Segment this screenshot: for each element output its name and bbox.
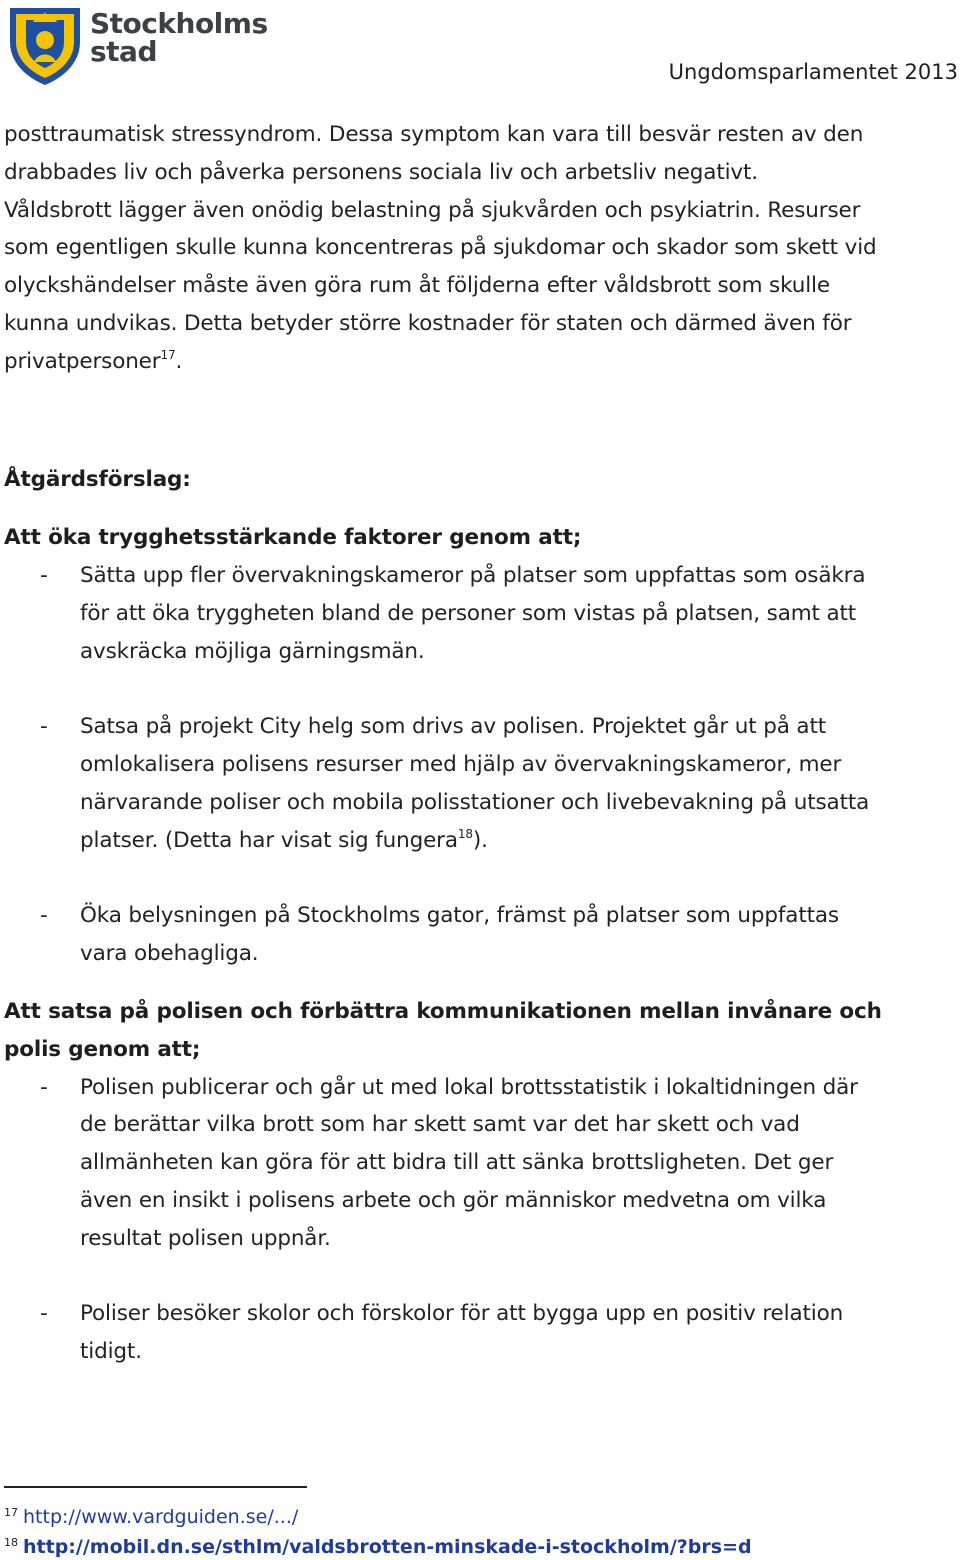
text-line: de berättar vilka brott som har skett samt var det har skett och vad <box>80 1112 800 1138</box>
text-line: olyckshändelser måste även göra rum åt följderna efter våldsbrott som skulle <box>4 273 830 299</box>
list-dash: - <box>40 714 48 740</box>
footnote-ref-17[interactable]: 17 <box>160 347 176 362</box>
logo-line-2: stad <box>90 35 157 68</box>
list-item <box>4 1069 954 1258</box>
text-line: omlokalisera polisens resurser med hjälp av övervakningskameror, mer <box>80 752 842 778</box>
text-line: för att öka tryggheten bland de personer som vistas på platsen, samt att <box>80 600 857 626</box>
document-label: Ungdomsparlamentet 2013 <box>668 60 958 84</box>
subheading-police <box>4 993 954 1069</box>
list-item <box>4 708 954 859</box>
text-line: Våldsbrott lägger även onödig belastning på sjukvården och psykiatrin. Resurser <box>4 197 861 223</box>
text-line: Sätta upp fler övervakningskameror på platser som uppfattas som osäkra <box>80 563 866 589</box>
text-line: Poliser besöker skolor och förskolor för att bygga upp en positiv relation <box>80 1301 844 1327</box>
stockholms-stad-logo <box>6 2 268 86</box>
safety-measures-list <box>4 557 954 973</box>
text-line: kunna undvikas. Detta betyder större kostnader för staten och därmed även för <box>4 310 852 336</box>
page-content <box>4 116 954 1371</box>
footnote-ref-18[interactable]: 18 <box>457 826 473 841</box>
stockholm-crest-icon <box>6 2 84 86</box>
footnotes <box>4 1486 944 1560</box>
text-line: privatpersoner <box>4 348 161 374</box>
list-item <box>4 1295 954 1371</box>
text-line: tidigt. <box>80 1339 142 1365</box>
text-line: drabbades liv och påverka personens sociala liv och arbetsliv negativt. <box>4 159 758 185</box>
section-heading-action: Åtgärdsförslag: <box>4 466 191 492</box>
intro-paragraph <box>4 116 954 381</box>
text-line: resultat polisen uppnår. <box>80 1225 331 1251</box>
heading-line: Att satsa på polisen och förbättra kommunikationen mellan invånare och <box>4 998 882 1024</box>
text-line: Satsa på projekt City helg som drivs av polisen. Projektet går ut på att <box>80 714 827 740</box>
footnote-17 <box>4 1500 944 1530</box>
footnote-link-dn[interactable]: http://mobil.dn.se/sthlm/valdsbrotten-minskade-i-stockholm/?brs=d <box>23 1536 752 1558</box>
list-dash: - <box>40 1301 48 1327</box>
footnote-number: 18 <box>4 1536 18 1549</box>
text-line: posttraumatisk stressyndrom. Dessa symptom kan vara till besvär resten av den <box>4 122 864 147</box>
footnote-link-vardguiden[interactable]: http://www.vardguiden.se/.../ <box>23 1506 299 1528</box>
text-line: allmänheten kan göra för att bidra till att sänka brottsligheten. Det ger <box>80 1150 834 1176</box>
text-line: vara obehagliga. <box>80 941 259 967</box>
text-line-end: ). <box>472 827 488 853</box>
text-line-end: . <box>175 348 183 374</box>
list-dash: - <box>40 903 48 929</box>
list-dash: - <box>40 563 48 589</box>
text-line: även en insikt i polisens arbete och gör människor medvetna om vilka <box>80 1187 827 1213</box>
text-line: som egentligen skulle kunna koncentreras på sjukdomar och skador som skett vid <box>4 235 877 261</box>
subheading-safety: Att öka trygghetsstärkande faktorer genom att; <box>4 525 582 551</box>
footnote-number: 17 <box>4 1506 18 1519</box>
list-dash: - <box>40 1074 48 1100</box>
list-item <box>4 897 954 973</box>
police-measures-list <box>4 1069 954 1371</box>
text-line: närvarande poliser och mobila polisstationer och livebevakning på utsatta <box>80 789 870 815</box>
text-line: platser. (Detta har visat sig fungera <box>80 827 458 853</box>
text-line: avskräcka möjliga gärningsmän. <box>80 638 425 664</box>
text-line: Polisen publicerar och går ut med lokal brottsstatistik i lokaltidningen där <box>80 1074 858 1100</box>
logo-wordmark <box>90 7 268 68</box>
footnote-divider <box>4 1486 307 1488</box>
list-item <box>4 557 954 670</box>
logo-line-1: Stockholms <box>90 7 268 40</box>
heading-line: polis genom att; <box>4 1036 201 1062</box>
text-line: Öka belysningen på Stockholms gator, främst på platser som uppfattas <box>80 903 839 929</box>
